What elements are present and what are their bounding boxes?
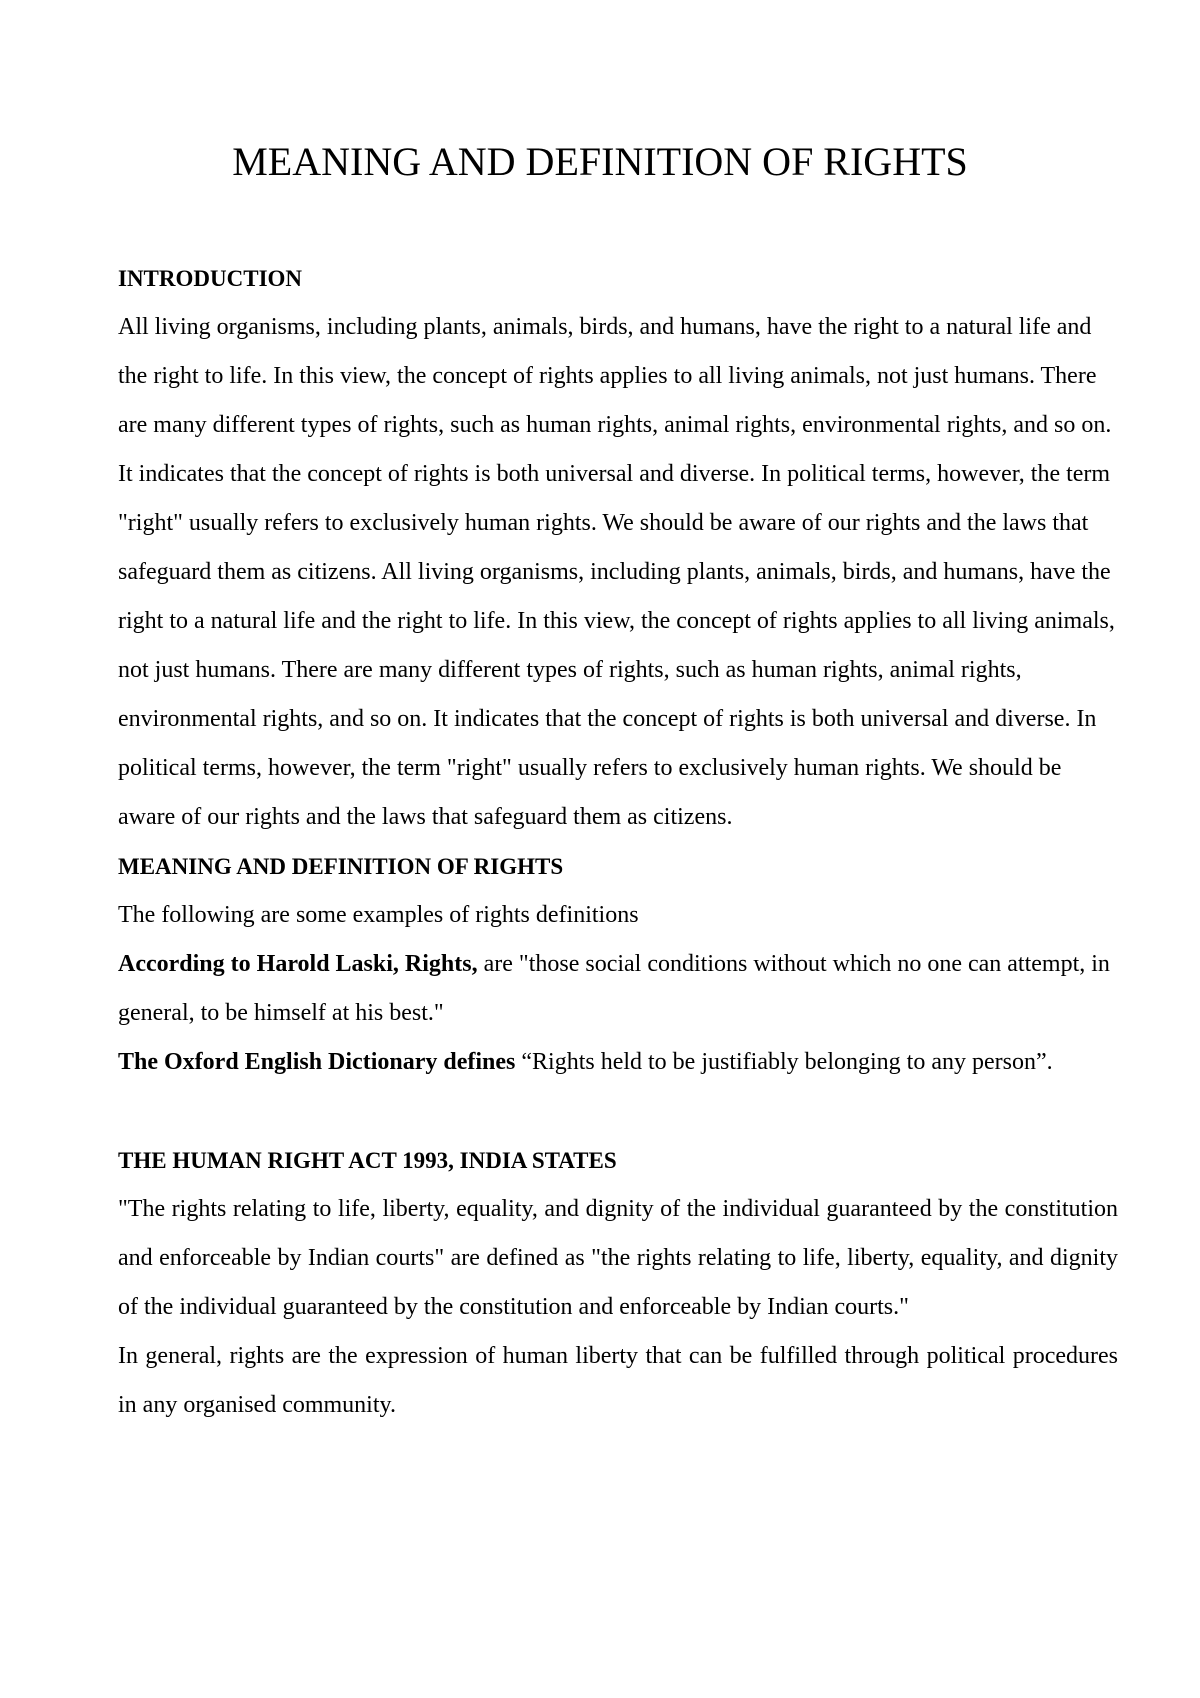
meaning-intro-text: The following are some examples of rights definitions [118, 902, 639, 928]
document-body [118, 254, 1118, 1430]
document-title: MEANING AND DEFINITION OF RIGHTS [232, 139, 968, 184]
laski-lead: According to Harold Laski, Rights, [118, 951, 478, 977]
laski-text: are "those social conditions without which no one can attempt, in general, to be himself at his best." [118, 951, 1110, 1026]
meaning-heading: MEANING AND DEFINITION OF RIGHTS [118, 854, 564, 879]
introduction-heading: INTRODUCTION [118, 266, 303, 291]
act-heading: THE HUMAN RIGHT ACT 1993, INDIA STATES [118, 1148, 617, 1173]
introduction-paragraph: All living organisms, including plants, animals, birds, and humans, have the right to a natural life and the right to life. In this view, the concept of rights applies to all living animals, not just humans. There are many different types of rights, such as human rights, animal rights, environmental rights, and so on. It indicates that the concept of rights is both universal and diverse. In political terms, however, the term "right" usually refers to exclusively human rights. We should be aware of our rights and the laws that safeguard them as citizens. All living organisms, including plants, animals, birds, and humans, have the right to a natural life and the right to life. In this view, the concept of rights applies to all living animals, not just humans. There are many different types of rights, such as human rights, animal rights, environmental rights, and so on. It indicates that the concept of rights is both universal and diverse. In political terms, however, the term "right" usually refers to exclusively human rights. We should be aware of our rights and the laws that safeguard them as citizens. [118, 314, 1115, 830]
oxford-definition [118, 1038, 1118, 1087]
act-paragraph: "The rights relating to life, liberty, equality, and dignity of the individual guaranteed by the constitution and enforceable by Indian courts" are defined as "the rights relating to life, liberty, equality, and dignity of the individual guaranteed by the constitution and enforceable by Indian courts." [118, 1196, 1118, 1320]
laski-definition [118, 940, 1118, 1038]
oxford-text: “Rights held to be justifiably belonging to any person”. [515, 1049, 1053, 1075]
general-paragraph: In general, rights are the expression of human liberty that can be fulfilled through political procedures in any organised community. [118, 1343, 1118, 1418]
section-spacer [118, 1087, 1118, 1136]
oxford-lead: The Oxford English Dictionary defines [118, 1049, 516, 1075]
